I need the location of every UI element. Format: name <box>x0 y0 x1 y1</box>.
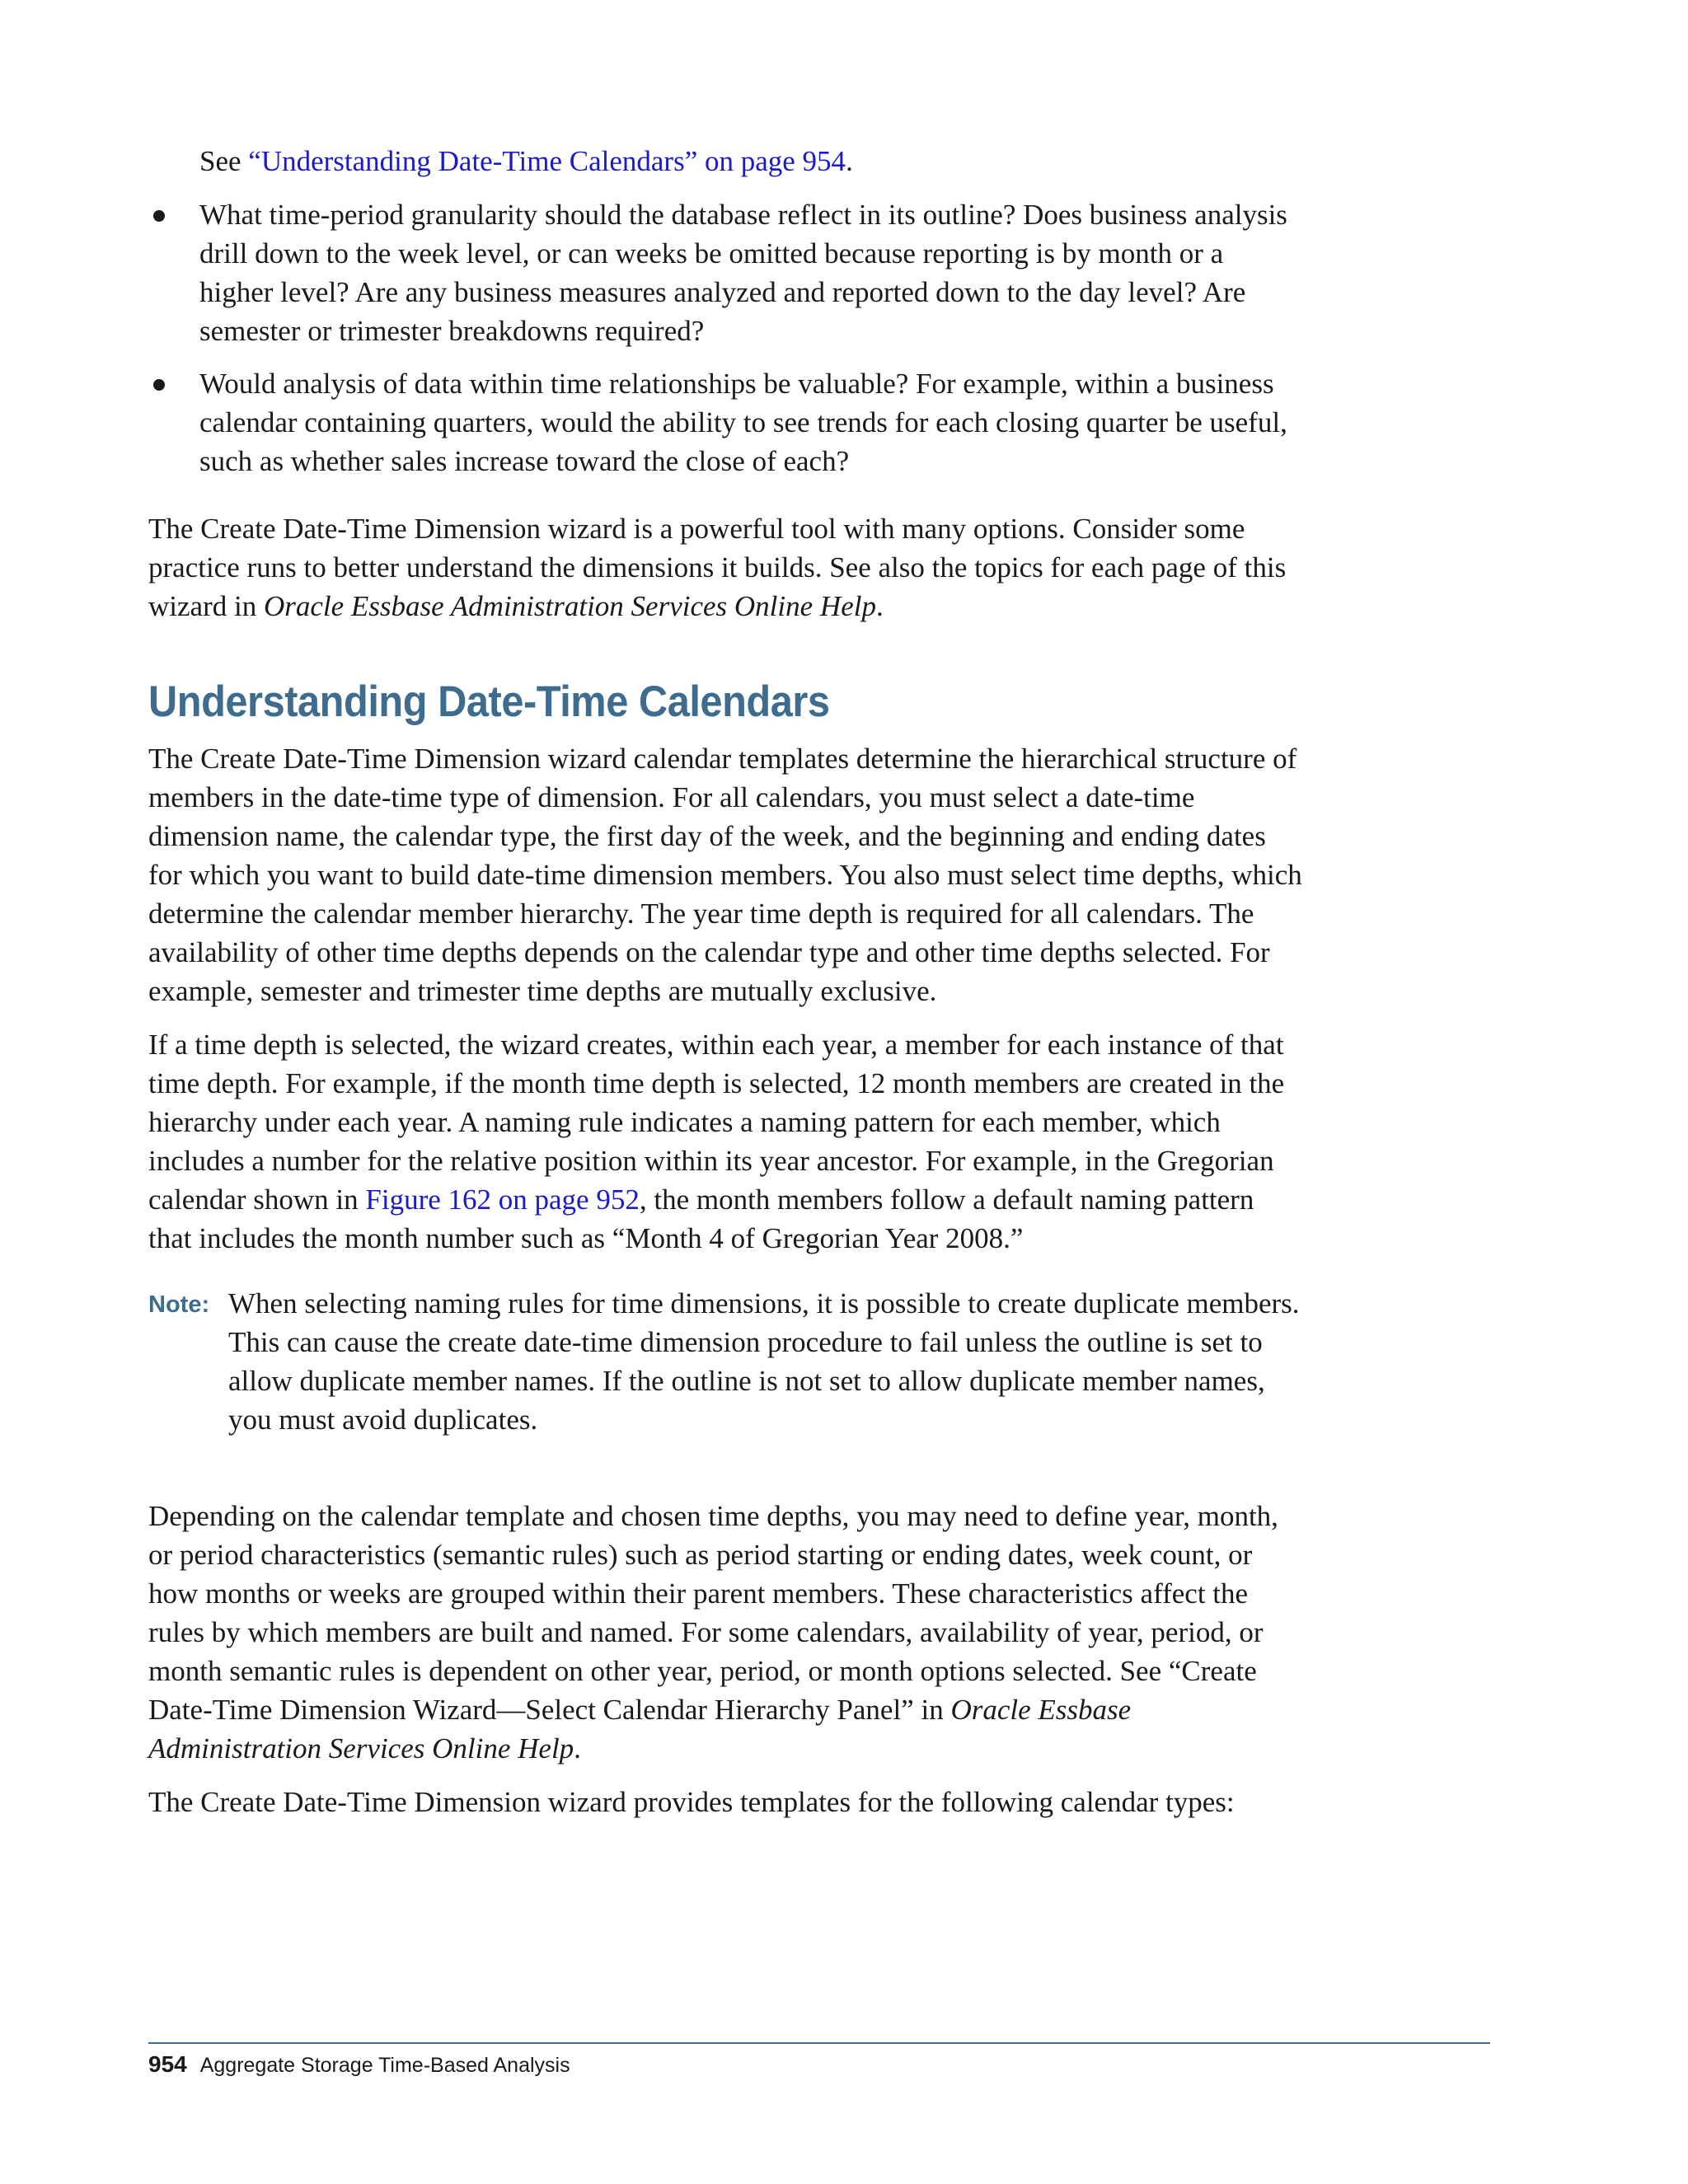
bullet-icon <box>153 379 165 391</box>
page-content <box>148 142 1302 1836</box>
page-number: 954 <box>148 2051 187 2077</box>
calendar-templates-paragraph: The Create Date-Time Dimension wizard calendar templates determine the hierarchical structure of members in the date-time type of dimension. For all calendars, you must select a date-time dimension name, the calendar type, the first day of the week, and the beginning and ending dates for which you want to build date-time dimension members. You also must select time depths, which determine the calendar member hierarchy. The year time depth is required for all calendars. The availability of other time depths depends on the calendar type and other time depths selected. For example, semester and trimester time depths are mutually exclusive. <box>148 743 1302 1007</box>
see-suffix: . <box>846 145 853 177</box>
time-depth-text: If a time depth is selected, the wizard creates, within each year, a member for each instance of that time depth. For example, if the month time depth is selected, 12 month members are created in the hierarchy under each year. A naming rule indicates a naming pattern for each member, which includes a number for the relative position within its year ancestor. For example, in the Gregorian calendar shown in <box>148 1029 1285 1216</box>
list-item <box>148 195 1302 350</box>
note-text: When selecting naming rules for time dimensions, it is possible to create duplicate members. This can cause the create date-time dimension procedure to fail unless the outline is set to allow duplicate member names. If the outline is not set to allow duplicate member names, you must avoid duplicates. <box>228 1287 1300 1436</box>
page-footer <box>148 2050 570 2079</box>
bullet-text: What time-period granularity should the database reflect in its outline? Does business analysis drill down to the week level, or can weeks be omitted because reporting is by month or a higher level? Are any business measures analyzed and reported down to the day level? Are semester or trimester breakdowns required? <box>199 199 1287 347</box>
understanding-calendars-link[interactable]: “Understanding Date-Time Calendars” on page 954 <box>248 145 846 177</box>
bullet-icon <box>153 210 165 222</box>
wizard-paragraph <box>148 509 1302 626</box>
footer-divider <box>148 2042 1490 2044</box>
time-depth-paragraph <box>148 1025 1302 1258</box>
bullet-text: Would analysis of data within time relationships be valuable? For example, within a business calendar containing quarters, would the ability to see trends for each closing quarter be useful, such as whether sales increase toward the close of each? <box>199 368 1287 477</box>
calendar-types-paragraph: The Create Date-Time Dimension wizard provides templates for the following calendar types: <box>148 1786 1235 1818</box>
chapter-title: Aggregate Storage Time-Based Analysis <box>199 2054 570 2077</box>
note-block <box>148 1284 1302 1439</box>
section-heading: Understanding Date-Time Calendars <box>148 677 830 726</box>
wizard-text: The Create Date-Time Dimension wizard is a powerful tool with many options. Consider some practice runs to better understand the dimensions it builds. See also the topics for each page of this wizard in <box>148 513 1287 622</box>
time-depth-text-end: , the month members follow a default naming pattern that includes the month number such as “Month 4 of Gregorian Year 2008.” <box>148 1183 1254 1254</box>
note-label: Note: <box>148 1291 210 1318</box>
online-help-title: Oracle Essbase Administration Services Online Help <box>148 1694 1132 1765</box>
semantic-rules-text-end: . <box>574 1732 581 1765</box>
question-list <box>148 195 1302 480</box>
wizard-text-end: . <box>875 590 884 622</box>
online-help-title: Oracle Essbase Administration Services Online Help <box>263 590 876 622</box>
see-prefix: See <box>199 145 249 177</box>
semantic-rules-paragraph <box>148 1497 1302 1768</box>
semantic-rules-text: Depending on the calendar template and chosen time depths, you may need to define year, month, or period characteristics (semantic rules) such as period starting or ending dates, week count, or how months or weeks are grouped within their parent members. These characteristics affect the rules by which members are built and named. For some calendars, availability of year, period, or month semantic rules is dependent on other year, period, or month options selected. See “Create Date-Time Dimension Wizard—Select Calendar Hierarchy Panel” in <box>148 1500 1278 1726</box>
see-also-line <box>199 142 1302 180</box>
list-item <box>148 364 1302 480</box>
figure-162-link[interactable]: Figure 162 on page 952 <box>365 1183 640 1216</box>
